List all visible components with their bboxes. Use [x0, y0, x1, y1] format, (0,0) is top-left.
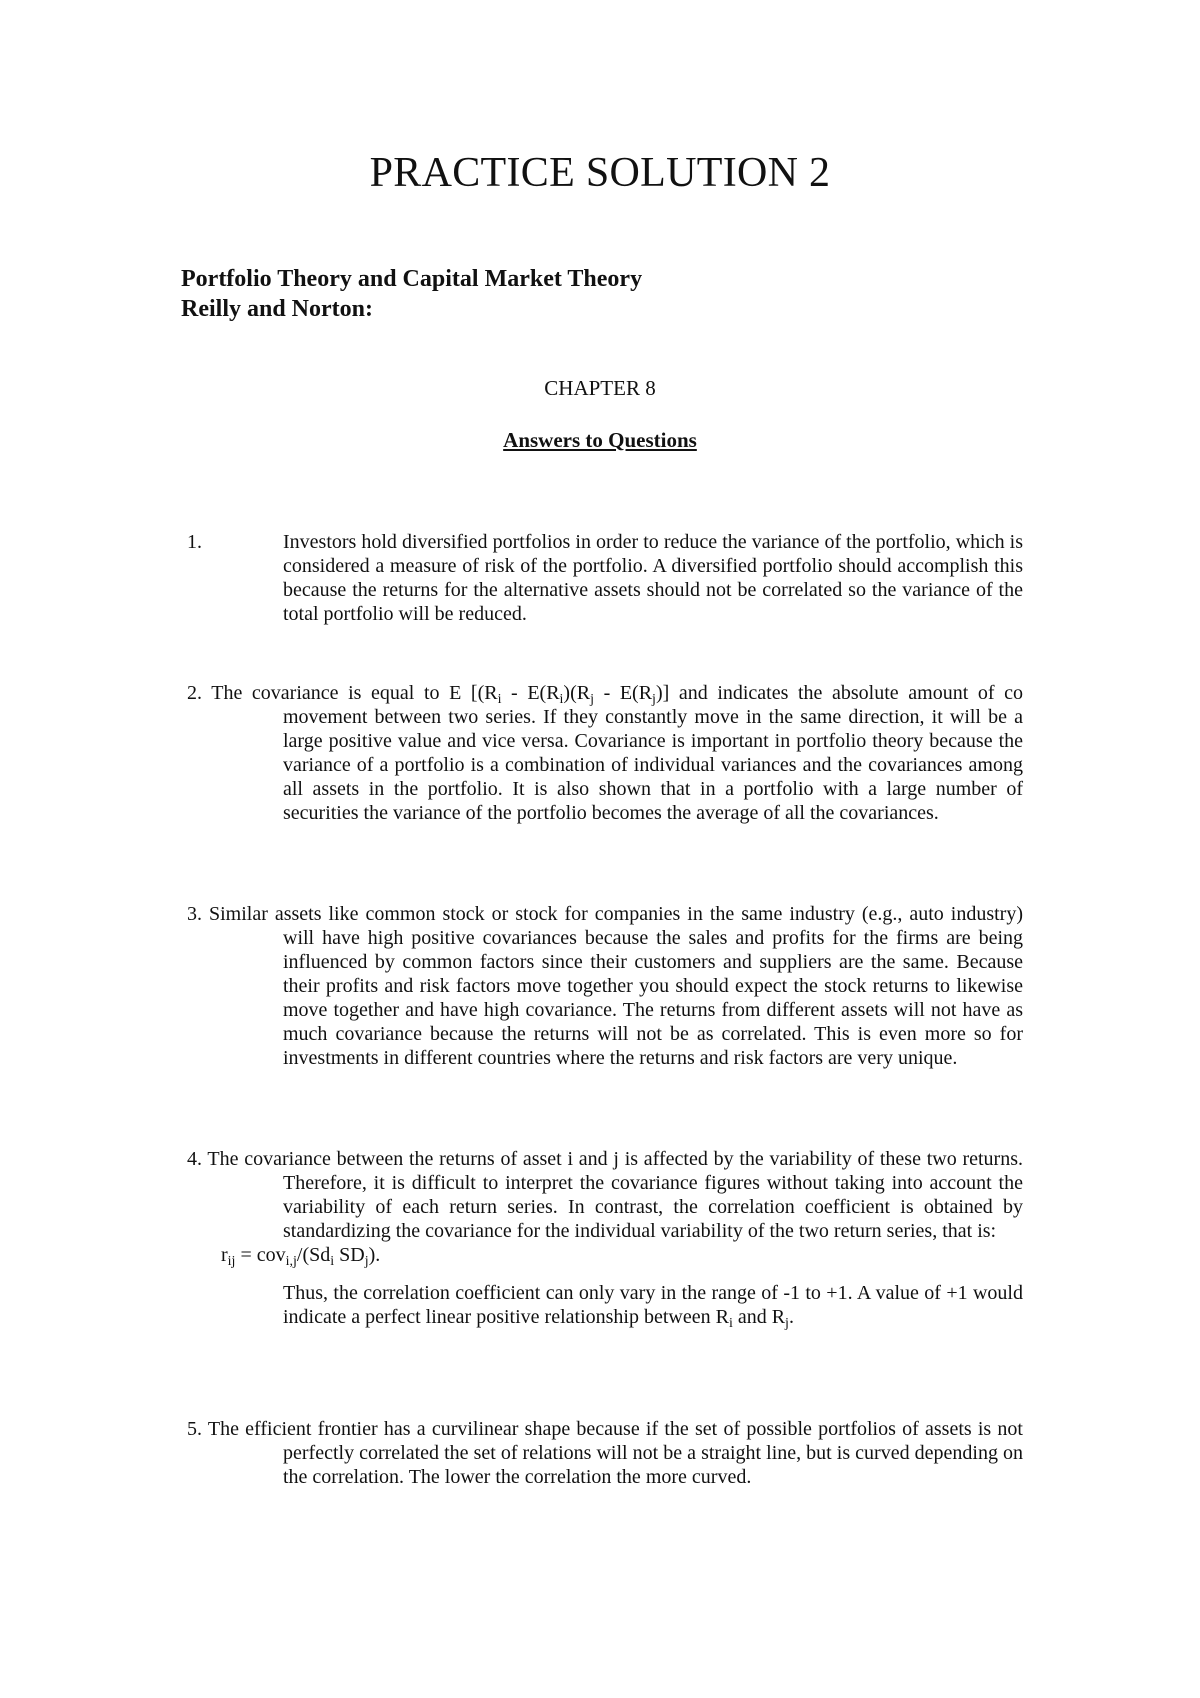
subtitle-authors: Reilly and Norton:: [181, 296, 373, 322]
answer-number: 4.: [187, 1148, 202, 1170]
answer-number: 1.: [187, 531, 202, 553]
section-heading: Answers to Questions: [503, 428, 697, 452]
correlation-formula: $r_{ij} = cov_{i,j}/(Sd_i$ $SD_j$).: [221, 1244, 381, 1269]
answer-text: 5. The efficient frontier has a curvilinear shape because if the set of possible portfolios of assets is not perfectly correlated the set of relations will not be a straight line, but is curved depending on the correlation. The lower the correlation the more curved.: [187, 1418, 1023, 1488]
answer-number: 2.: [187, 682, 202, 704]
answer-item-3: [187, 902, 1023, 1070]
answer-text: 2. The covariance is equal to E [($R_i - E(R_i)(R_j - E(R_j)]$ and indicates the absolute amount of co movement between two series. If they constantly move in the same direction, it will be a large positive value and vice versa. Covariance is important in portfolio theory because the variance of a portfolio is a combination of individual variances and the covariances among all assets in the portfolio. It is also shown that in a portfolio with a large number of securities the variance of the portfolio becomes the average of all the covariances.: [187, 682, 1023, 824]
answer-number: 3.: [187, 903, 202, 925]
answer-text: Investors hold diversified portfolios in order to reduce the variance of the portfolio, which is considered a measure of risk of the portfolio. A diversified portfolio should accomplish this because the returns for the alternative assets should not be correlated so the variance of the total portfolio will be reduced.: [283, 531, 1023, 625]
chapter-heading: CHAPTER 8: [544, 376, 656, 400]
answer-item-4: [187, 1147, 1023, 1329]
answer-item-2: [187, 681, 1023, 825]
answer-item-1: [187, 530, 1023, 626]
answer-followup-text: Thus, the correlation coefficient can only vary in the range of -1 to +1. A value of +1 would indicate a perfect linear positive relationship between $R_i$ and $R_j$.: [283, 1282, 1023, 1331]
answer-text: 3. Similar assets like common stock or stock for companies in the same industry (e.g., auto industry) will have high positive covariances because the sales and profits for the firms are being influenced by common factors since their customers and suppliers are the same. Because their profits and risk factors move together you should expect the stock returns to likewise move together and have high covariance. The returns from different assets will not have as much covariance because the returns will not be as correlated. This is even more so for investments in different countries where the returns and risk factors are very unique.: [187, 903, 1024, 1069]
answer-number: 5.: [187, 1418, 202, 1440]
answer-item-5: [187, 1417, 1023, 1489]
answer-text: 4. The covariance between the returns of asset i and j is affected by the variability of these two returns. Therefore, it is difficult to interpret the covariance figures without taking into account the variability of each return series. In contrast, the correlation coefficient is obtained by standardizing the covariance for the individual variability of the two return series, that is:: [187, 1148, 1023, 1242]
subtitle-topic: Portfolio Theory and Capital Market Theory: [181, 266, 643, 292]
page-title: PRACTICE SOLUTION 2: [369, 150, 831, 196]
